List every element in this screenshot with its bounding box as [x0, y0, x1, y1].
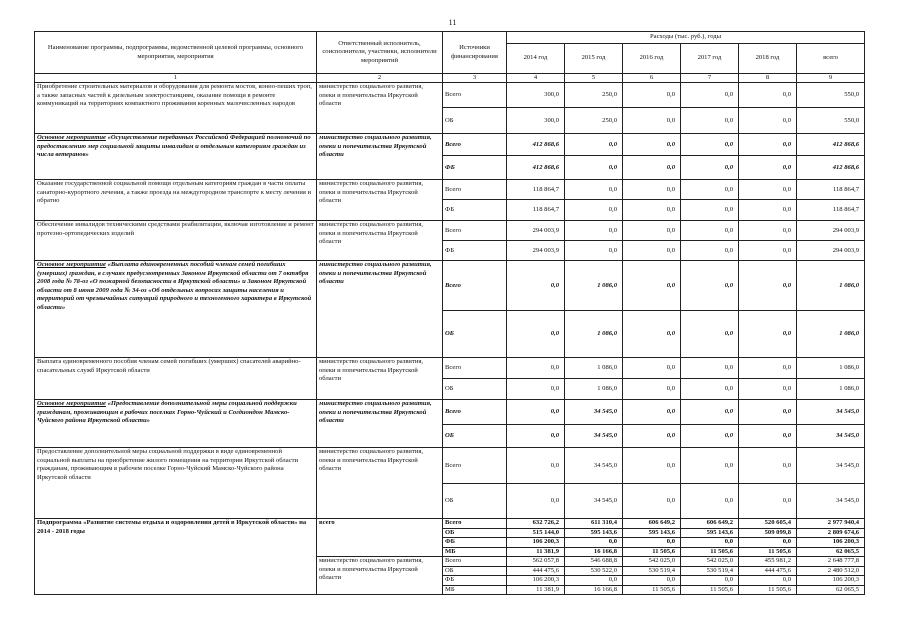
value-cell: 1 086,0: [797, 379, 865, 400]
value-cell: 0,0: [681, 448, 739, 484]
value-cell: 16 166,8: [565, 585, 623, 594]
source-cell: Всего: [443, 448, 507, 484]
source-cell: ОБ: [443, 528, 507, 537]
column-number: 6: [623, 74, 681, 83]
executor-cell: министерство социального развития, опеки и попечительства Иркутской области: [317, 83, 443, 134]
value-cell: 294 003,9: [797, 241, 865, 261]
value-cell: 34 545,0: [565, 484, 623, 519]
activity-name-text: Обеспечение инвалидов техническими средствами реабилитации, включая изготовление и ремонт протезно-ортопедических изделий: [37, 221, 314, 237]
activity-name: [35, 134, 317, 180]
activity-label: Основное мероприятие: [37, 400, 106, 408]
executor-cell: министерство социального развития, опеки и попечительства Иркутской области: [317, 400, 443, 448]
value-cell: 0,0: [565, 576, 623, 585]
column-number: 3: [443, 74, 507, 83]
source-cell: Всего: [443, 83, 507, 108]
value-cell: 0,0: [623, 200, 681, 221]
value-cell: 34 545,0: [797, 425, 865, 448]
value-cell: 34 545,0: [797, 484, 865, 519]
executor-cell: министерство социального развития, опеки и попечительства Иркутской области: [317, 448, 443, 519]
source-cell: ФБ: [443, 538, 507, 547]
value-cell: 0,0: [681, 484, 739, 519]
value-cell: 1 086,0: [797, 261, 865, 311]
value-cell: 0,0: [623, 379, 681, 400]
activity-name-text: «Выплата единовременных пособий членам семей погибших (умерших) граждан, в случаях предусмотренных Законом Иркутской области от 7 октября 2008 года № 78-оз «О пожарной безопасности в Иркутской области» и Законом Иркутской области от 8 июня 2009 года № 34-оз «Об отдельных вопросах защиты населения и территорий от чрезвычайных ситуаций природного и техногенного характера в Иркутской области»: [37, 261, 312, 311]
value-cell: 412 868,6: [507, 156, 565, 180]
value-cell: 34 545,0: [565, 400, 623, 425]
source-cell: Всего: [443, 134, 507, 156]
value-cell: 0,0: [739, 358, 797, 379]
value-cell: 1 086,0: [565, 379, 623, 400]
table-row: [35, 448, 865, 484]
value-cell: 0,0: [507, 425, 565, 448]
executor-cell: министерство социального развития, опеки и попечительства Иркутской области: [317, 261, 443, 358]
value-cell: 0,0: [681, 241, 739, 261]
activity-name-text: «Осуществление переданных Российской Федерацией полномочий по предоставлению мер социальной защиты инвалидам и отдельным категориям граждан из числа ветеранов»: [37, 134, 311, 159]
value-cell: 550,0: [797, 83, 865, 108]
value-cell: 0,0: [623, 425, 681, 448]
value-cell: 0,0: [623, 221, 681, 241]
value-cell: 0,0: [507, 400, 565, 425]
value-cell: 0,0: [565, 221, 623, 241]
value-cell: 0,0: [565, 156, 623, 180]
value-cell: 250,0: [565, 83, 623, 108]
value-cell: 16 166,8: [565, 547, 623, 556]
source-cell: ФБ: [443, 156, 507, 180]
source-cell: Всего: [443, 221, 507, 241]
value-cell: 0,0: [739, 400, 797, 425]
value-cell: 0,0: [623, 156, 681, 180]
value-cell: 106 200,3: [507, 538, 565, 547]
column-number: 9: [797, 74, 865, 83]
value-cell: 0,0: [681, 261, 739, 311]
value-cell: 34 545,0: [797, 448, 865, 484]
value-cell: 0,0: [507, 379, 565, 400]
value-cell: 542 025,0: [681, 557, 739, 566]
value-cell: 412 868,6: [507, 134, 565, 156]
value-cell: 0,0: [623, 108, 681, 134]
value-cell: 34 545,0: [797, 400, 865, 425]
value-cell: 0,0: [681, 538, 739, 547]
value-cell: 1 086,0: [565, 261, 623, 311]
value-cell: 0,0: [565, 538, 623, 547]
value-cell: 11 505,6: [623, 585, 681, 594]
value-cell: 118 864,7: [507, 200, 565, 221]
value-cell: 294 003,9: [797, 221, 865, 241]
activity-name: [35, 261, 317, 358]
value-cell: 1 086,0: [565, 358, 623, 379]
header-expenses: Расходы (тыс. руб.), годы: [507, 32, 865, 44]
value-cell: 595 143,6: [565, 528, 623, 537]
value-cell: 2 648 777,8: [797, 557, 865, 566]
value-cell: 0,0: [681, 576, 739, 585]
value-cell: 0,0: [507, 261, 565, 311]
value-cell: 0,0: [623, 358, 681, 379]
activity-name: [35, 221, 317, 261]
value-cell: 0,0: [739, 134, 797, 156]
value-cell: 0,0: [623, 576, 681, 585]
source-cell: ОБ: [443, 108, 507, 134]
value-cell: 0,0: [623, 448, 681, 484]
value-cell: 0,0: [739, 311, 797, 358]
value-cell: 444 475,6: [507, 566, 565, 575]
value-cell: 606 649,2: [681, 519, 739, 528]
value-cell: 509 099,8: [739, 528, 797, 537]
activity-name: [35, 358, 317, 400]
activity-name: [35, 448, 317, 519]
value-cell: 118 864,7: [797, 180, 865, 200]
table-row: [35, 400, 865, 425]
source-cell: Всего: [443, 358, 507, 379]
value-cell: 455 981,2: [739, 557, 797, 566]
value-cell: 611 310,4: [565, 519, 623, 528]
column-number: 2: [317, 74, 443, 83]
table-row: [35, 519, 865, 528]
value-cell: 1 086,0: [565, 311, 623, 358]
value-cell: 294 003,9: [507, 241, 565, 261]
value-cell: 0,0: [507, 311, 565, 358]
value-cell: 0,0: [681, 379, 739, 400]
activity-name-text: Оказание государственной социальной помощи отдельным категориям граждан в части оплаты санаторно-курортного лечения, а также проезда на междугородном транспорте к месту лечения и обратно: [37, 180, 312, 205]
header-name: Наименование программы, подпрограммы, ведомственной целевой программы, основного мероприятия, мероприятия: [35, 32, 317, 74]
value-cell: 0,0: [565, 134, 623, 156]
value-cell: 300,0: [507, 83, 565, 108]
header-year: всего: [797, 44, 865, 74]
value-cell: 0,0: [739, 180, 797, 200]
header-year: 2014 год: [507, 44, 565, 74]
value-cell: 0,0: [739, 576, 797, 585]
activity-label: Основное мероприятие: [37, 261, 106, 269]
activity-name: [35, 83, 317, 134]
value-cell: 0,0: [681, 134, 739, 156]
value-cell: 0,0: [739, 156, 797, 180]
value-cell: 11 505,6: [623, 547, 681, 556]
header-executor: Ответственный исполнитель, соисполнители, участники, исполнители мероприятий: [317, 32, 443, 74]
value-cell: 0,0: [739, 379, 797, 400]
value-cell: 0,0: [739, 484, 797, 519]
value-cell: 2 480 512,0: [797, 566, 865, 575]
value-cell: 34 545,0: [565, 425, 623, 448]
source-cell: МБ: [443, 547, 507, 556]
value-cell: 11 505,6: [739, 585, 797, 594]
value-cell: 0,0: [507, 484, 565, 519]
value-cell: 0,0: [739, 425, 797, 448]
value-cell: 542 025,0: [623, 557, 681, 566]
source-cell: МБ: [443, 585, 507, 594]
source-cell: ОБ: [443, 311, 507, 358]
table-row: [35, 83, 865, 108]
executor-cell: министерство социального развития, опеки и попечительства Иркутской области: [317, 180, 443, 221]
activity-label: Основное мероприятие: [37, 134, 106, 142]
value-cell: 0,0: [681, 108, 739, 134]
value-cell: 0,0: [681, 400, 739, 425]
activity-name-text: «Предоставление дополнительной меры социальной поддержки гражданам, проживающим в рабочих поселках Горно-Чуйский и Согдиондон Мамско-Чуйского района Иркутской области»: [37, 400, 297, 425]
value-cell: 0,0: [565, 180, 623, 200]
value-cell: 0,0: [565, 241, 623, 261]
value-cell: 562 057,8: [507, 557, 565, 566]
value-cell: 11 381,9: [507, 547, 565, 556]
value-cell: 0,0: [623, 311, 681, 358]
value-cell: 0,0: [507, 448, 565, 484]
table-row: [35, 221, 865, 241]
source-cell: ФБ: [443, 576, 507, 585]
value-cell: 0,0: [681, 311, 739, 358]
value-cell: 0,0: [623, 400, 681, 425]
header-year: 2016 год: [623, 44, 681, 74]
value-cell: 0,0: [739, 448, 797, 484]
value-cell: 250,0: [565, 108, 623, 134]
source-cell: ОБ: [443, 484, 507, 519]
column-number: 7: [681, 74, 739, 83]
column-number: 4: [507, 74, 565, 83]
value-cell: 530 519,4: [681, 566, 739, 575]
value-cell: 106 200,3: [797, 576, 865, 585]
value-cell: 0,0: [623, 180, 681, 200]
value-cell: 2 809 674,6: [797, 528, 865, 537]
executor-cell: министерство социального развития, опеки и попечительства Иркутской области: [317, 557, 443, 595]
value-cell: 0,0: [739, 221, 797, 241]
value-cell: 0,0: [565, 200, 623, 221]
page-number: 11: [448, 18, 457, 27]
value-cell: 0,0: [681, 200, 739, 221]
source-cell: Всего: [443, 519, 507, 528]
value-cell: 0,0: [623, 241, 681, 261]
value-cell: 118 864,7: [507, 180, 565, 200]
source-cell: ОБ: [443, 566, 507, 575]
value-cell: 412 868,6: [797, 134, 865, 156]
source-cell: ФБ: [443, 241, 507, 261]
header-year: 2018 год: [739, 44, 797, 74]
value-cell: 0,0: [681, 156, 739, 180]
activity-name-text: Приобретение строительных материалов и оборудования для ремонта мостов, конно-пеших троп, а также запасных частей к дизельным электростанциям, оказание помощи в ремонте коммуникаций на территориях компактного проживания коренных малочисленных народов: [37, 83, 312, 108]
activity-name-text: Выплата единовременного пособия членам семей погибших (умерших) спасателей аварийно-спасательных служб Иркутской области: [37, 358, 301, 374]
value-cell: 0,0: [681, 221, 739, 241]
value-cell: 530 519,4: [623, 566, 681, 575]
header-source: Источники финансирования: [443, 32, 507, 74]
value-cell: 2 977 940,4: [797, 519, 865, 528]
value-cell: 62 065,5: [797, 585, 865, 594]
source-cell: ОБ: [443, 425, 507, 448]
value-cell: 0,0: [739, 83, 797, 108]
value-cell: 550,0: [797, 108, 865, 134]
value-cell: 0,0: [623, 261, 681, 311]
table-row: [35, 358, 865, 379]
value-cell: 0,0: [623, 134, 681, 156]
executor-cell: министерство социального развития, опеки и попечительства Иркутской области: [317, 358, 443, 400]
value-cell: 530 522,0: [565, 566, 623, 575]
executor-cell: министерство социального развития, опеки и попечительства Иркутской области: [317, 134, 443, 180]
value-cell: 294 003,9: [507, 221, 565, 241]
activity-name: [35, 400, 317, 448]
source-cell: ОБ: [443, 379, 507, 400]
value-cell: 1 086,0: [797, 311, 865, 358]
table-row: [35, 180, 865, 200]
executor-cell: министерство социального развития, опеки и попечительства Иркутской области: [317, 221, 443, 261]
subprogram-name: Подпрограмма «Развитие системы отдыха и оздоровления детей в Иркутской области» на 2014 - 2018 годы: [35, 519, 317, 595]
value-cell: 444 475,6: [739, 566, 797, 575]
column-number: 5: [565, 74, 623, 83]
value-cell: 595 143,6: [681, 528, 739, 537]
value-cell: 11 505,6: [681, 585, 739, 594]
value-cell: 632 726,2: [507, 519, 565, 528]
value-cell: 300,0: [507, 108, 565, 134]
value-cell: 0,0: [681, 425, 739, 448]
value-cell: 0,0: [623, 484, 681, 519]
value-cell: 106 200,3: [507, 576, 565, 585]
executor-cell: всего: [317, 519, 443, 557]
value-cell: 0,0: [623, 538, 681, 547]
value-cell: 606 649,2: [623, 519, 681, 528]
value-cell: 34 545,0: [565, 448, 623, 484]
value-cell: 412 868,6: [797, 156, 865, 180]
value-cell: 515 144,0: [507, 528, 565, 537]
value-cell: 0,0: [681, 83, 739, 108]
value-cell: 546 688,8: [565, 557, 623, 566]
value-cell: 0,0: [681, 180, 739, 200]
value-cell: 1 086,0: [797, 358, 865, 379]
value-cell: 0,0: [507, 358, 565, 379]
source-cell: Всего: [443, 180, 507, 200]
source-cell: Всего: [443, 400, 507, 425]
value-cell: 0,0: [739, 538, 797, 547]
value-cell: 0,0: [739, 108, 797, 134]
value-cell: 0,0: [739, 200, 797, 221]
value-cell: 595 143,6: [623, 528, 681, 537]
value-cell: 11 381,9: [507, 585, 565, 594]
table-row: [35, 134, 865, 156]
value-cell: 118 864,7: [797, 200, 865, 221]
table-row: [35, 261, 865, 311]
value-cell: 106 200,3: [797, 538, 865, 547]
expenses-table: [34, 31, 865, 595]
column-number: 1: [35, 74, 317, 83]
activity-name: [35, 180, 317, 221]
value-cell: 0,0: [739, 261, 797, 311]
activity-name-text: Предоставление дополнительной меры социальной поддержки в виде единовременной социальной выплаты на приобретение жилого помещения на территории Иркутской области гражданам, проживающим в рабочем поселке Горно-Чуйский Мамско-Чуйского района Иркутской области: [37, 448, 298, 481]
source-cell: ФБ: [443, 200, 507, 221]
header-year: 2015 год: [565, 44, 623, 74]
value-cell: 11 505,6: [681, 547, 739, 556]
value-cell: 62 065,5: [797, 547, 865, 556]
column-number: 8: [739, 74, 797, 83]
source-cell: Всего: [443, 261, 507, 311]
value-cell: 11 505,6: [739, 547, 797, 556]
value-cell: 520 605,4: [739, 519, 797, 528]
value-cell: 0,0: [739, 241, 797, 261]
value-cell: 0,0: [681, 358, 739, 379]
source-cell: Всего: [443, 557, 507, 566]
header-year: 2017 год: [681, 44, 739, 74]
value-cell: 0,0: [623, 83, 681, 108]
